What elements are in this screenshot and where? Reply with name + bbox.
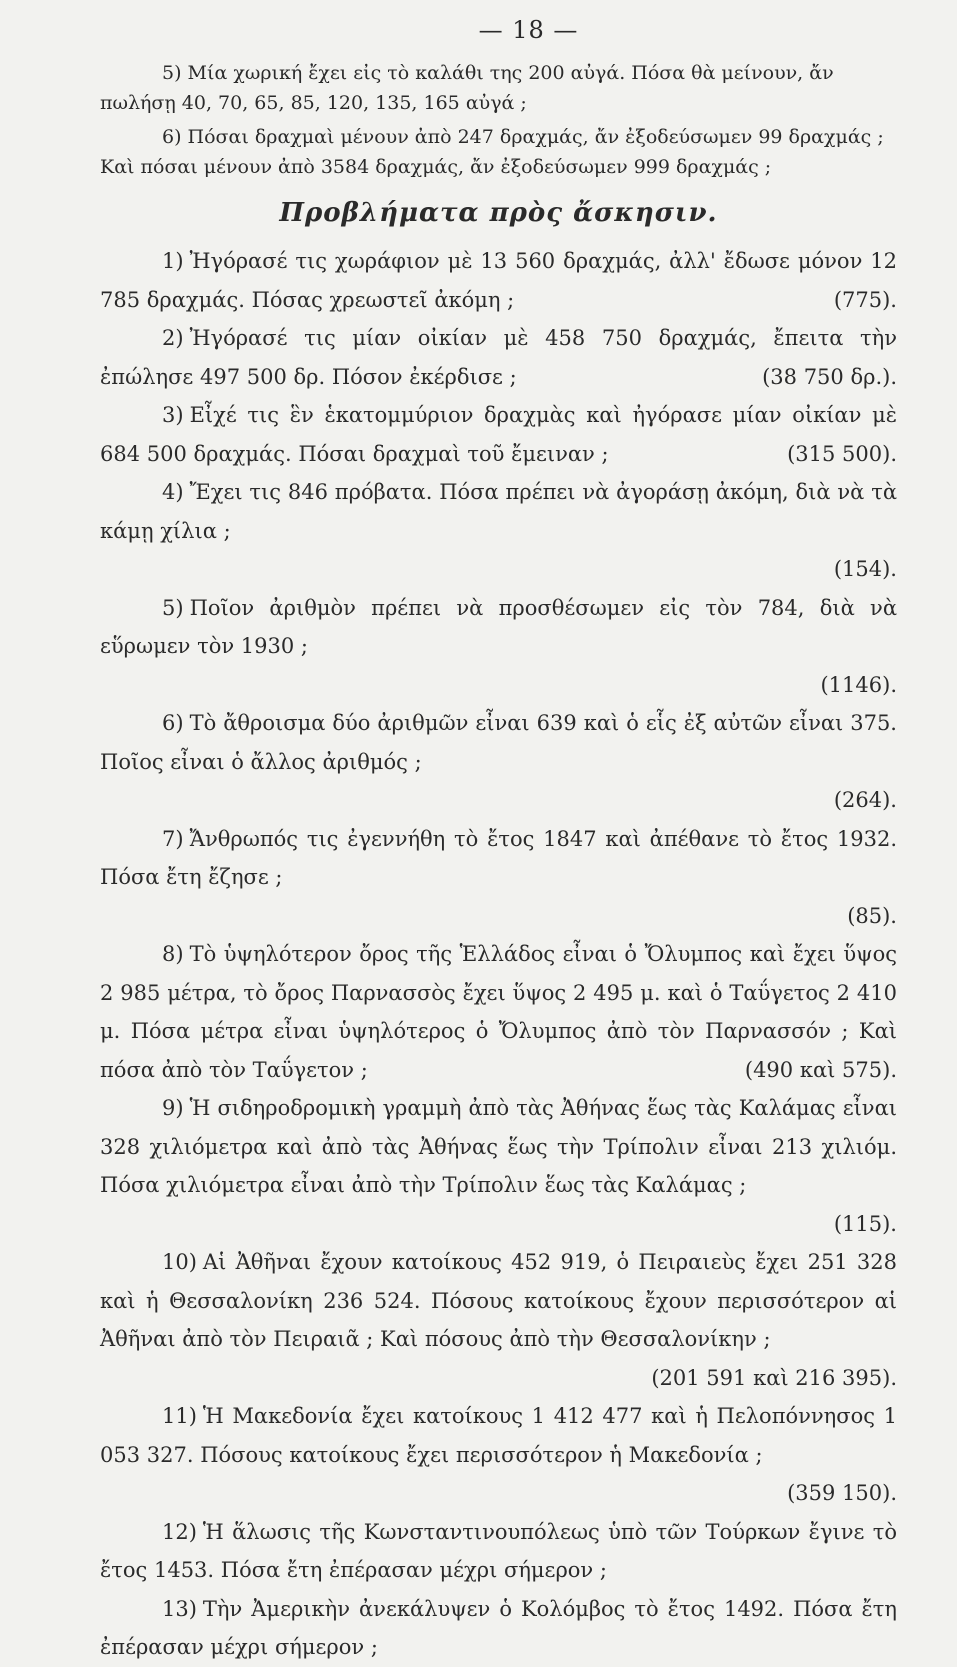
intro-exercises <box>100 58 897 182</box>
page-number: — 18 — <box>478 16 579 44</box>
problem-answer: (201 591 καὶ 216 395). <box>651 1365 897 1390</box>
problem-item <box>100 396 897 473</box>
problem-text: Ἡ Μακεδονία ἔχει κατοίκους 1 412 477 καὶ ἡ Πελοπόννησος 1 053 327. Πόσους κατοίκους ἔχει περισσότερον ἡ Μακεδονία ; <box>100 1404 897 1467</box>
problem-item <box>100 704 897 820</box>
problem-answer: (359 150). <box>787 1481 897 1505</box>
problem-number: 4) <box>162 480 184 504</box>
problem-number: 9) <box>162 1096 184 1120</box>
intro-exercise: 5) Μία χωρική ἔχει εἰς τὸ καλάθι της 200 αὐγά. Πόσα θὰ μείνουν, ἄν πωλήσῃ 40, 70, 65, 85, 120, 135, 165 αὐγά ; <box>100 62 834 114</box>
problem-number: 3) <box>162 403 184 427</box>
problem-item <box>100 473 897 589</box>
problem-text: Ποῖον ἀριθμὸν πρέπει νὰ προσθέσωμεν εἰς τὸν 784, διὰ νὰ εὕρωμεν τὸν 1930 ; <box>100 595 897 658</box>
problem-number: 10) <box>162 1250 197 1274</box>
problem-number: 1) <box>162 249 184 273</box>
problem-text: Ἄνθρωπός τις ἐγεννήθη τὸ ἔτος 1847 καὶ ἀπέθανε τὸ ἔτος 1932. Πόσα ἔτη ἔζησε ; <box>100 826 897 889</box>
problem-number: 13) <box>162 1596 197 1621</box>
problem-answer: (490 καὶ 575). <box>744 1057 897 1082</box>
problem-number: 5) <box>162 595 184 620</box>
problem-answer: (115). <box>833 1211 897 1236</box>
problem-item <box>100 319 897 396</box>
problem-number: 8) <box>162 942 184 966</box>
problem-item <box>100 1243 897 1397</box>
problem-text: Ἠγόρασέ τις μίαν οἰκίαν μὲ 458 750 δραχμάς, ἔπειτα τὴν ἐπώλησε 497 500 δρ. Πόσον ἐκέρδισε ; <box>100 326 897 389</box>
problem-text: Εἶχέ τις ἓν ἑκατομμύριον δραχμὰς καὶ ἠγόρασε μίαν οἰκίαν μὲ 684 500 δραχμάς. Πόσαι δραχμαὶ τοῦ ἔμειναν ; <box>100 403 897 466</box>
intro-exercise: 6) Πόσαι δραχμαὶ μένουν ἀπὸ 247 δραχμάς, ἄν ἐξοδεύσωμεν 99 δραχμάς ; Καὶ πόσαι μένουν ἀπὸ 3584 δραχμάς, ἄν ἐξοδεύσωμεν 999 δραχμάς ; <box>100 126 884 178</box>
problem-item <box>100 1089 897 1243</box>
problem-number: 11) <box>162 1404 197 1428</box>
problem-answer: (775). <box>833 287 897 312</box>
problem-answer: (1146). <box>820 672 897 697</box>
problem-number: 2) <box>162 326 184 350</box>
problem-text: Ἡ ἅλωσις τῆς Κωνσταντινουπόλεως ὑπὸ τῶν Τούρκων ἔγινε τὸ ἔτος 1453. Πόσα ἔτη ἐπέρασαν μέχρι σήμερον ; <box>100 1519 897 1582</box>
problem-item <box>100 589 897 705</box>
problem-text: Τὴν Ἀμερικὴν ἀνεκάλυψεν ὁ Κολόμβος τὸ ἔτος 1492. Πόσα ἔτη ἐπέρασαν μέχρι σήμερον ; <box>100 1596 897 1659</box>
problem-answer: (315 500). <box>787 441 897 466</box>
problem-text: Τὸ ὑψηλότερον ὄρος τῆς Ἑλλάδος εἶναι ὁ Ὄλυμπος καὶ ἔχει ὕψος 2 985 μέτρα, τὸ ὄρος Παρνασσὸς ἔχει ὕψος 2 495 μ. καὶ ὁ Ταΰγετος 2 410 μ. Πόσα μέτρα εἶναι ὑψηλότερος ὁ Ὄλυμπος ἀπὸ τὸν Παρνασσόν ; Καὶ πόσα ἀπὸ τὸν Ταΰγετον ; <box>100 942 897 1082</box>
problem-item <box>100 820 897 936</box>
problem-text: Ἔχει τις 846 πρόβατα. Πόσα πρέπει νὰ ἀγοράσῃ ἀκόμη, διὰ νὰ τὰ κάμῃ χίλια ; <box>100 480 897 543</box>
problem-answer: (154). <box>833 557 897 581</box>
problem-list <box>100 242 897 1667</box>
problem-item <box>100 242 897 319</box>
section-heading: Προβλήματα πρὸς ἄσκησιν. <box>279 198 718 228</box>
problem-item <box>100 1513 897 1590</box>
problem-text: Αἱ Ἀθῆναι ἔχουν κατοίκους 452 919, ὁ Πειραιεὺς ἔχει 251 328 καὶ ἡ Θεσσαλονίκη 236 524. Πόσους κατοίκους ἔχουν περισσότερον αἱ Ἀθῆναι ἀπὸ τὸν Πειραιᾶ ; Καὶ πόσους ἀπὸ τὴν Θεσσαλονίκην ; <box>100 1250 897 1351</box>
problem-number: 7) <box>162 826 184 851</box>
problem-number: 6) <box>162 711 184 735</box>
problem-item <box>100 1590 897 1667</box>
problem-text: Ἡ σιδηροδρομικὴ γραμμὴ ἀπὸ τὰς Ἀθήνας ἕως τὰς Καλάμας εἶναι 328 χιλιόμετρα καὶ ἀπὸ τὰς Ἀθήνας ἕως τὴν Τρίπολιν εἶναι 213 χιλιόμ. Πόσα χιλιόμετρα εἶναι ἀπὸ τὴν Τρίπολιν ἕως τὰς Καλάμας ; <box>100 1096 897 1197</box>
problem-text: Τὸ ἄθροισμα δύο ἀριθμῶν εἶναι 639 καὶ ὁ εἷς ἐξ αὐτῶν εἶναι 375. Ποῖος εἶναι ὁ ἄλλος ἀριθμός ; <box>100 711 897 774</box>
problem-text: Ἠγόρασέ τις χωράφιον μὲ 13 560 δραχμάς, ἀλλ' ἔδωσε μόνον 12 785 δραχμάς. Πόσας χρεωστεῖ ἀκόμη ; <box>100 249 897 312</box>
problem-item <box>100 935 897 1089</box>
problem-answer: (38 750 δρ.). <box>762 364 897 389</box>
problem-answer: (85). <box>847 903 897 928</box>
problem-item <box>100 1397 897 1513</box>
problem-answer: (264). <box>833 788 897 812</box>
problem-number: 12) <box>162 1519 197 1544</box>
